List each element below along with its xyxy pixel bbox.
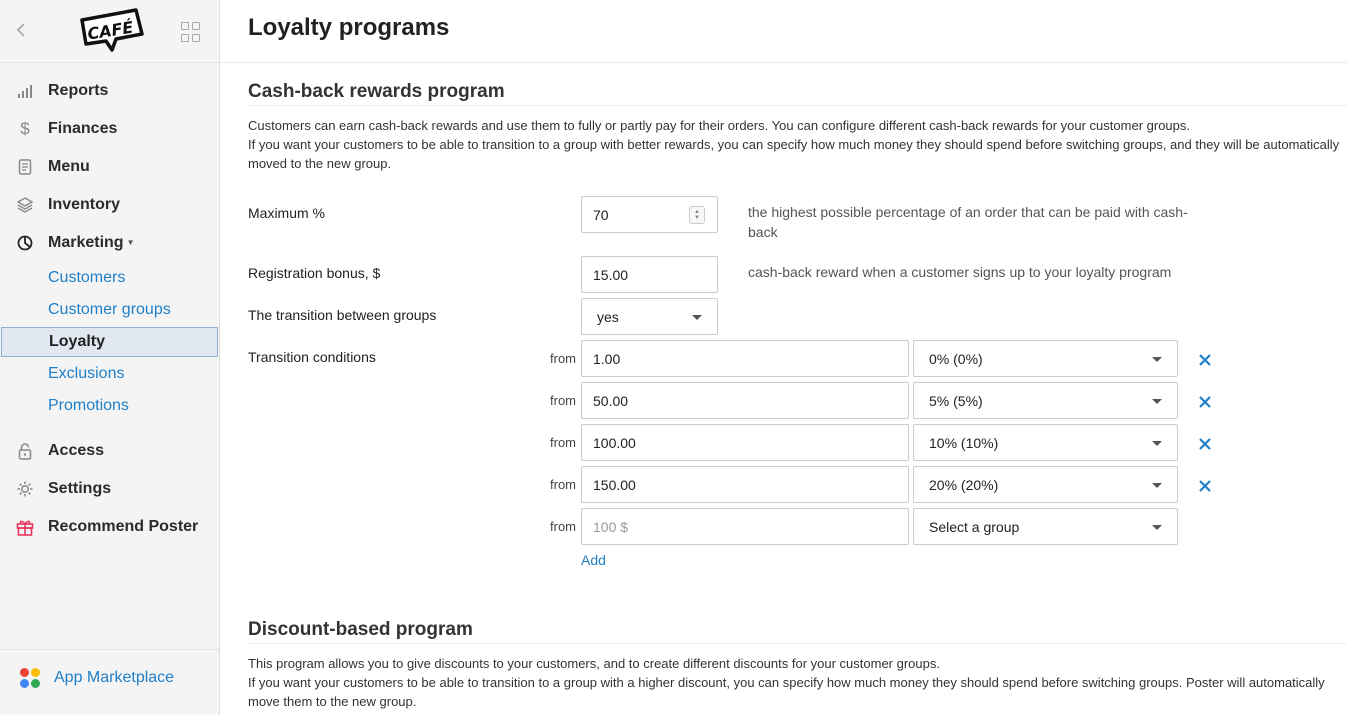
sidebar-item-inventory[interactable]: [0, 189, 219, 221]
condition-amount-input[interactable]: [581, 340, 909, 377]
layers-icon: [15, 195, 35, 215]
sidebar-subitem-label: Loyalty: [49, 333, 106, 350]
sidebar-subitem-customers[interactable]: [0, 263, 219, 293]
remove-icon[interactable]: [1198, 479, 1214, 495]
condition-amount-value[interactable]: [593, 341, 908, 376]
stepper-icon[interactable]: ▲ ▼: [689, 206, 705, 224]
app-marketplace-link[interactable]: [20, 668, 174, 688]
sidebar-item-label: Settings: [48, 480, 112, 497]
apps-grid-icon[interactable]: [181, 22, 201, 42]
dropdown-arrow-icon: [1152, 441, 1162, 446]
sidebar-footer: [0, 649, 219, 715]
dropdown-arrow-icon: [1152, 483, 1162, 488]
sidebar-item-label: Finances: [48, 120, 118, 137]
sidebar-subitem-label: Promotions: [48, 397, 129, 414]
condition-group-value: 10% (10%): [929, 434, 999, 451]
registration-bonus-input[interactable]: [581, 256, 718, 293]
condition-group-select[interactable]: [913, 424, 1178, 461]
from-label: from: [550, 435, 576, 450]
dropdown-arrow-icon: [1152, 399, 1162, 404]
new-condition-group-placeholder: Select a group: [929, 518, 1020, 535]
app-marketplace-label: App Marketplace: [54, 669, 175, 686]
sidebar-subitem-label: Customers: [48, 269, 126, 286]
condition-group-select[interactable]: [913, 382, 1178, 419]
sidebar-subitem-promotions[interactable]: [0, 391, 219, 421]
cafe-logo: [76, 6, 146, 61]
cashback-desc-line2: If you want your customers to be able to transition to a group with better rewards, you can specify how much money they should spend before switching groups, and they will be automatically moved to the new group.: [248, 137, 1340, 171]
bar-chart-icon: [15, 81, 35, 101]
gear-icon: [15, 479, 35, 499]
condition-amount-value[interactable]: [593, 383, 908, 418]
from-label: from: [550, 351, 576, 366]
condition-group-select[interactable]: [913, 340, 1178, 377]
remove-icon[interactable]: [1198, 395, 1214, 411]
lock-icon: [15, 441, 35, 461]
from-label: from: [550, 519, 576, 534]
back-chevron-icon[interactable]: [14, 18, 32, 42]
new-condition-group-select[interactable]: [913, 508, 1178, 545]
sidebar-subitem-loyalty[interactable]: [1, 327, 218, 357]
sidebar-item-menu[interactable]: [0, 151, 219, 183]
sidebar-subitem-label: Customer groups: [48, 301, 171, 318]
cashback-desc-line1: Customers can earn cash-back rewards and use them to fully or partly pay for their orders. You can configure different cash-back rewards for your customer groups.: [248, 118, 1190, 133]
transition-select-value: yes: [597, 308, 619, 325]
page-title: Loyalty programs: [248, 14, 450, 41]
registration-bonus-label: Registration bonus, $: [248, 265, 381, 281]
sidebar-item-access[interactable]: [0, 435, 219, 467]
cashback-description: [248, 116, 1343, 173]
sidebar-item-label: Recommend Poster: [48, 518, 199, 535]
condition-group-value: 0% (0%): [929, 350, 983, 367]
dollar-icon: $: [20, 119, 30, 138]
sidebar-item-label: Marketing ▼: [48, 234, 135, 251]
sidebar-item-label: Access: [48, 442, 105, 459]
sidebar-item-label: Reports: [48, 82, 109, 99]
sidebar-item-reports[interactable]: [0, 75, 219, 107]
condition-group-value: 20% (20%): [929, 476, 999, 493]
from-label: from: [550, 393, 576, 408]
sidebar-item-finances[interactable]: [0, 113, 219, 145]
transition-conditions-label: Transition conditions: [248, 349, 376, 365]
sidebar-item-settings[interactable]: [0, 473, 219, 505]
add-condition-link[interactable]: Add: [581, 552, 606, 568]
sidebar-item-marketing[interactable]: [0, 227, 219, 259]
dropdown-arrow-icon: [1152, 357, 1162, 362]
condition-amount-value[interactable]: [593, 425, 908, 460]
document-icon: [15, 157, 35, 177]
sidebar-header: [0, 0, 219, 63]
maximum-percent-input[interactable]: [581, 196, 718, 233]
transition-label: The transition between groups: [248, 307, 437, 323]
new-condition-amount-value[interactable]: [593, 509, 908, 544]
maximum-percent-hint: the highest possible percentage of an order that can be paid with cash-back: [748, 204, 1188, 240]
sidebar: [0, 0, 220, 715]
condition-group-select[interactable]: [913, 466, 1178, 503]
maximum-percent-label: Maximum %: [248, 205, 326, 221]
sidebar-subitem-exclusions[interactable]: [0, 359, 219, 389]
cashback-section-title: Cash-back rewards program: [248, 81, 505, 102]
new-condition-amount-input[interactable]: [581, 508, 909, 545]
main-content: [220, 0, 1347, 715]
page-header: [220, 0, 1347, 63]
pie-icon: [15, 233, 35, 253]
sidebar-subitem-customer-groups[interactable]: [0, 295, 219, 325]
condition-amount-input[interactable]: [581, 466, 909, 503]
caret-down-icon: ▼: [126, 238, 135, 248]
gift-icon: [15, 517, 35, 537]
sidebar-subitem-label: Exclusions: [48, 365, 125, 382]
discount-desc-line2: If you want your customers to be able to transition to a group with a higher discount, you can specify how much money they should spend before switching groups. Poster will automatically move them to the new group.: [248, 675, 1325, 709]
condition-amount-value[interactable]: [593, 467, 908, 502]
section-divider: [248, 105, 1347, 106]
transition-select[interactable]: [581, 298, 718, 335]
discount-desc-line1: This program allows you to give discounts to your customers, and to create different discounts for your customer groups.: [248, 656, 940, 671]
marketplace-icon: [20, 668, 40, 688]
section-divider: [248, 643, 1347, 644]
dropdown-arrow-icon: [692, 315, 702, 320]
discount-section-title: Discount-based program: [248, 619, 473, 640]
from-label: from: [550, 477, 576, 492]
discount-description: [248, 654, 1343, 711]
registration-bonus-value[interactable]: [593, 257, 717, 292]
remove-icon[interactable]: [1198, 353, 1214, 369]
registration-bonus-hint: cash-back reward when a customer signs up to your loyalty program: [748, 264, 1172, 280]
remove-icon[interactable]: [1198, 437, 1214, 453]
condition-amount-input[interactable]: [581, 382, 909, 419]
svg-text:CAFÉ: CAFÉ: [86, 17, 135, 44]
sidebar-item-label: Inventory: [48, 196, 121, 213]
condition-group-value: 5% (5%): [929, 392, 983, 409]
sidebar-item-label: Menu: [48, 158, 90, 175]
sidebar-item-recommend-poster[interactable]: [0, 511, 219, 543]
condition-amount-input[interactable]: [581, 424, 909, 461]
dropdown-arrow-icon: [1152, 525, 1162, 530]
